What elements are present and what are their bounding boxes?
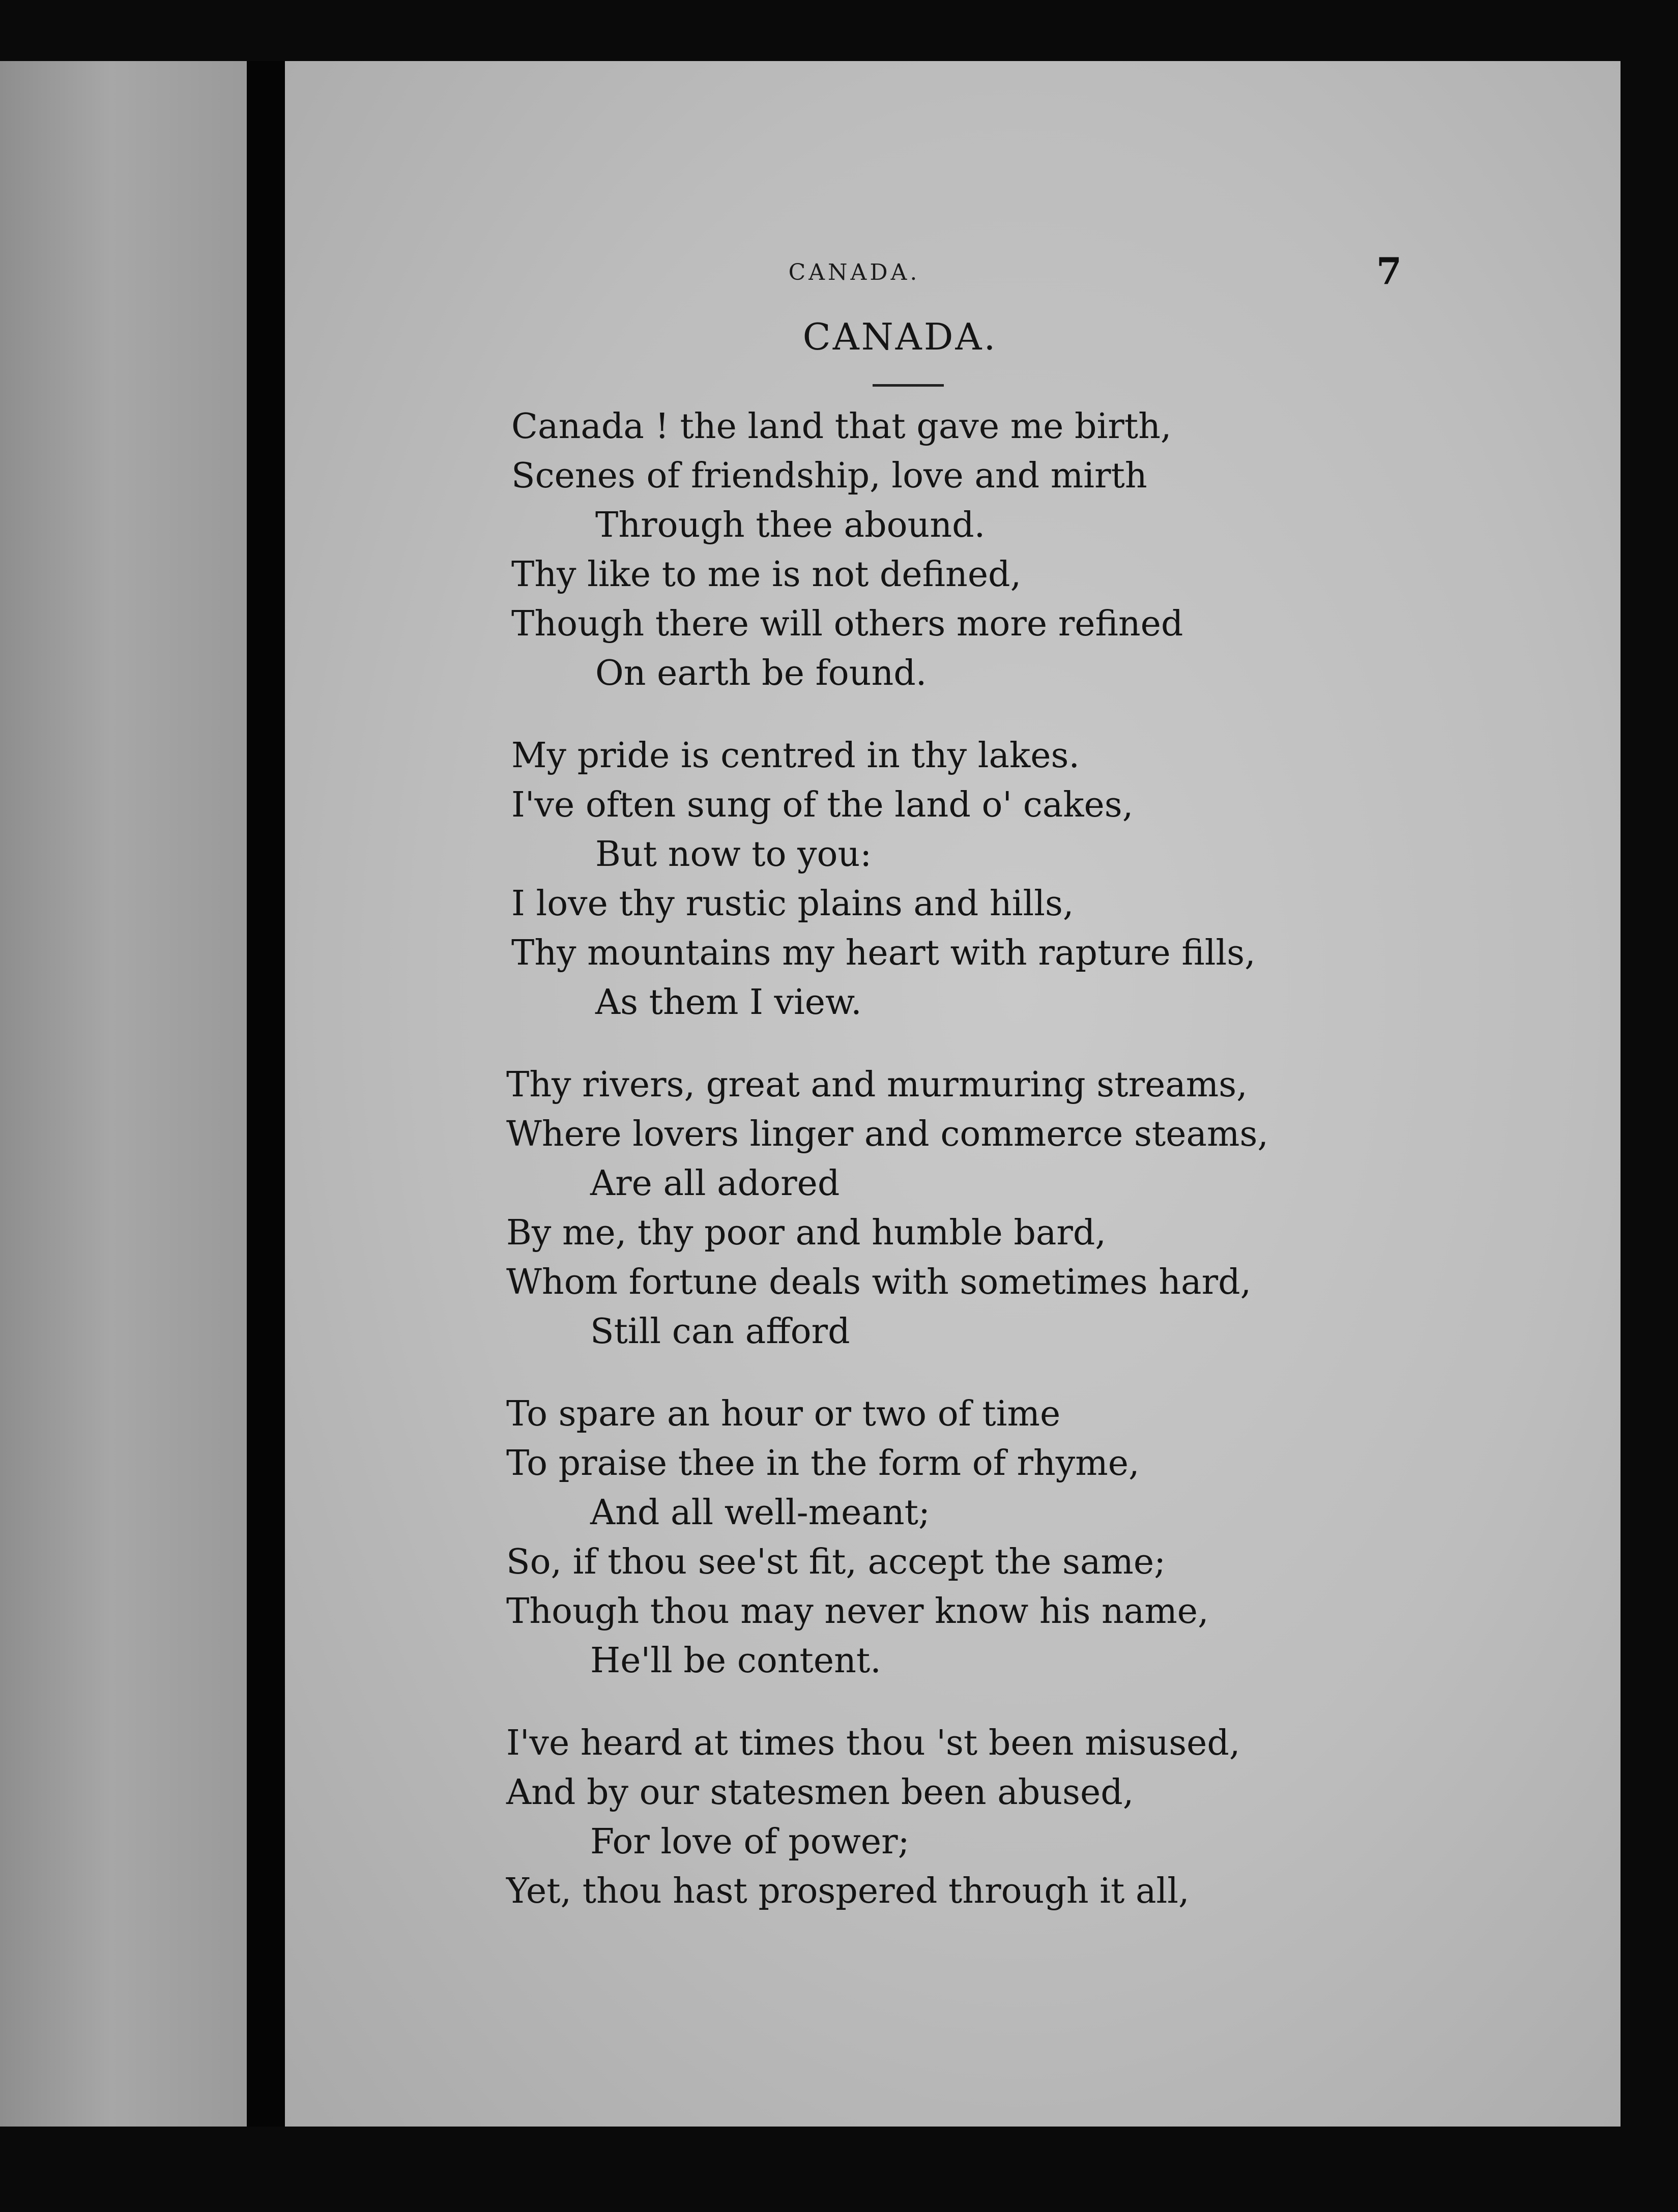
- poem-line: Thy rivers, great and murmuring streams,: [506, 1065, 1248, 1105]
- poem-line: He'll be content.: [590, 1641, 881, 1681]
- poem-line: I love thy rustic plains and hills,: [511, 884, 1074, 924]
- stanza: [506, 1719, 1376, 1916]
- poem-line: Though thou may never know his name,: [506, 1591, 1209, 1632]
- poem-line: So, if thou see'st fit, accept the same;: [506, 1542, 1166, 1582]
- running-head: CANADA.: [788, 259, 920, 285]
- poem-line: Though there will others more refined: [511, 604, 1183, 644]
- poem-line: And by our statesmen been abused,: [506, 1772, 1134, 1813]
- poem-line: Canada ! the land that gave me birth,: [511, 406, 1172, 447]
- poem-line: And all well-meant;: [590, 1493, 930, 1533]
- poem-line: But now to you:: [595, 834, 872, 875]
- poem-body: [506, 402, 1376, 1949]
- scan-gutter-bar: [247, 61, 285, 2212]
- poem-line: My pride is centred in thy lakes.: [511, 736, 1080, 776]
- poem-line: Still can afford: [590, 1312, 850, 1352]
- poem-line: Thy mountains my heart with rapture fills,: [511, 933, 1256, 973]
- adjacent-page-edge: [0, 61, 247, 2127]
- poem-title: CANADA.: [802, 315, 998, 358]
- poem-line: I've heard at times thou 'st been misused,: [506, 1723, 1240, 1763]
- stanza: [506, 1060, 1376, 1356]
- poem-line: Scenes of friendship, love and mirth: [511, 456, 1147, 496]
- poem-line: To praise thee in the form of rhyme,: [506, 1443, 1140, 1483]
- poem-line: For love of power;: [590, 1822, 910, 1862]
- scan-border-bottom: [0, 2127, 1678, 2212]
- stanza: [506, 1389, 1376, 1685]
- poem-line: Whom fortune deals with sometimes hard,: [506, 1262, 1252, 1302]
- poem-line: By me, thy poor and humble bard,: [506, 1213, 1107, 1253]
- poem-line: I've often sung of the land o' cakes,: [511, 785, 1134, 825]
- poem-line: Yet, thou hast prospered through it all,: [506, 1871, 1190, 1911]
- page-number: 7: [1376, 249, 1402, 293]
- poem-line: Thy like to me is not defined,: [511, 555, 1022, 595]
- poem-line: On earth be found.: [595, 653, 927, 693]
- poem-line: Are all adored: [590, 1163, 840, 1204]
- title-divider: [873, 384, 944, 387]
- poem-line: To spare an hour or two of time: [506, 1394, 1061, 1434]
- scan-border-top: [0, 0, 1678, 61]
- stanza: [511, 731, 1376, 1027]
- poem-line: As them I view.: [595, 982, 862, 1023]
- stanza: [511, 402, 1376, 698]
- poem-line: Where lovers linger and commerce steams,: [506, 1114, 1268, 1154]
- poem-line: Through thee abound.: [595, 505, 986, 545]
